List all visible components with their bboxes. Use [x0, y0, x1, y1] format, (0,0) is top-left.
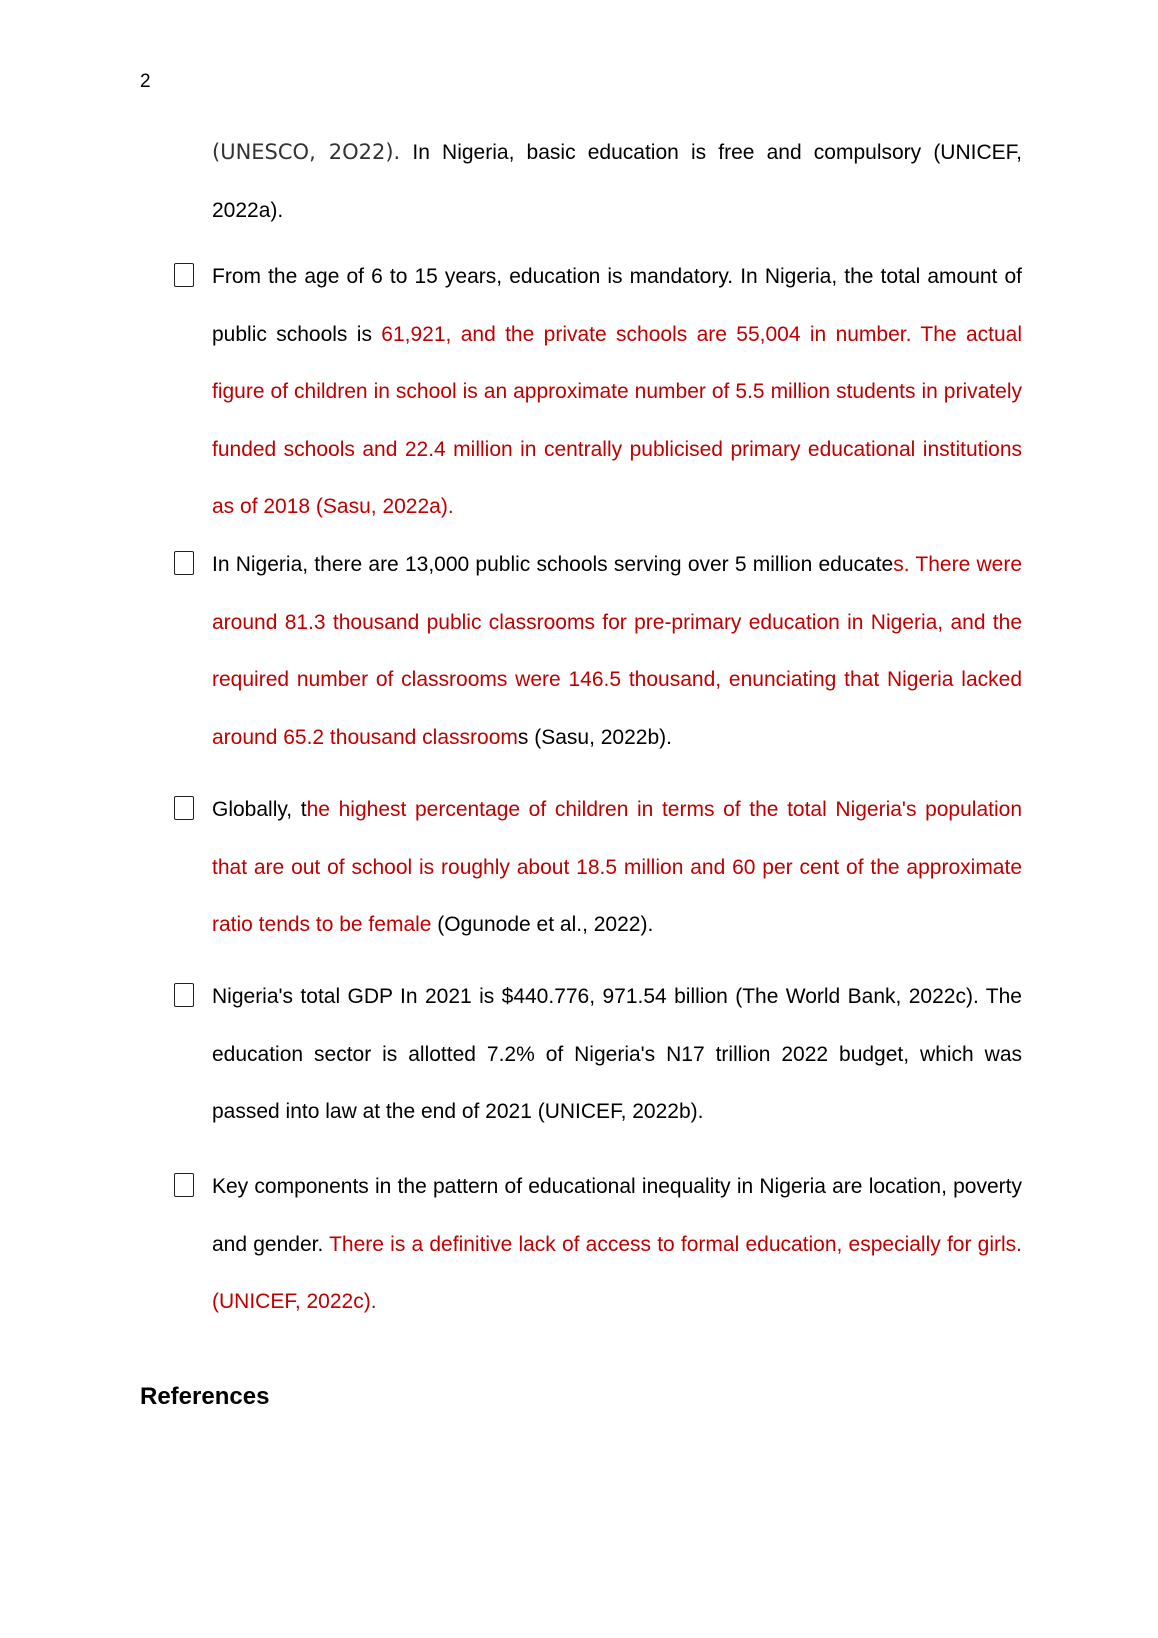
bullet-paragraph-4 [212, 968, 1022, 1141]
bullet-4-text: Nigeria's total GDP In 2021 is $440.776, 971.54 billion (The World Bank, 2022c). The education sector is allotted 7.2% of Nigeria's N17 trillion 2022 budget, which was passed into law at the end of 2021 (UNICEF, 2022b). [212, 985, 1022, 1123]
bullet-5-highlight: There is a definitive lack of access to formal education, especially for girls. (UNICEF, 2022c). [212, 1232, 1022, 1313]
bullet-2-text: In Nigeria, there are 13,000 public schools serving over 5 million educate [212, 553, 894, 576]
bullet-marker-5 [174, 1173, 194, 1197]
intro-citation: (UNESCO, 2O22). [212, 140, 401, 164]
page-number: 2 [140, 71, 151, 92]
bullet-2-tail: s (Sasu, 2022b). [517, 725, 672, 749]
bullet-5-text: Key components in the pattern of educational inequality in Nigeria are location, poverty and gender. [212, 1175, 1022, 1256]
bullet-marker-1 [174, 263, 194, 287]
intro-paragraph [212, 124, 1022, 239]
bullet-marker-2 [174, 551, 194, 575]
bullet-paragraph-2 [212, 536, 1022, 766]
bullet-marker-3 [174, 796, 194, 820]
bullet-3-tail: (Ogunode et al., 2022). [431, 913, 654, 936]
bullet-paragraph-5 [212, 1158, 1022, 1331]
bullet-1-text: From the age of 6 to 15 years, education is mandatory. In Nigeria, the total amount of public schools is [212, 265, 1022, 346]
bullet-1-highlight: 61,921, and the private schools are 55,004 in number. The actual figure of children in school is an approximate number of 5.5 million students in privately funded schools and 22.4 million in centrally publicised primary educational institutions as of 2018 (Sasu, 2022a). [212, 322, 1022, 518]
bullet-marker-4 [174, 983, 194, 1007]
bullet-3-text: Globally, t [212, 798, 307, 821]
intro-text: In Nigeria, basic education is free and compulsory (UNICEF, 2022a). [212, 141, 1022, 222]
bullet-2-highlight: s. There were around 81.3 thousand public classrooms for pre-primary education in Nigeria, and the required number of classrooms were 146.5 thousand, enunciating that Nigeria lacked around 65.2 thousand classroom [212, 553, 1023, 749]
bullet-paragraph-3 [212, 781, 1022, 954]
bullet-paragraph-1 [212, 248, 1022, 536]
bullet-3-highlight: he highest percentage of children in terms of the total Nigeria's population that are out of school is roughly about 18.5 million and 60 per cent of the approximate ratio tends to be female [212, 798, 1022, 936]
references-heading: References [140, 1383, 270, 1410]
